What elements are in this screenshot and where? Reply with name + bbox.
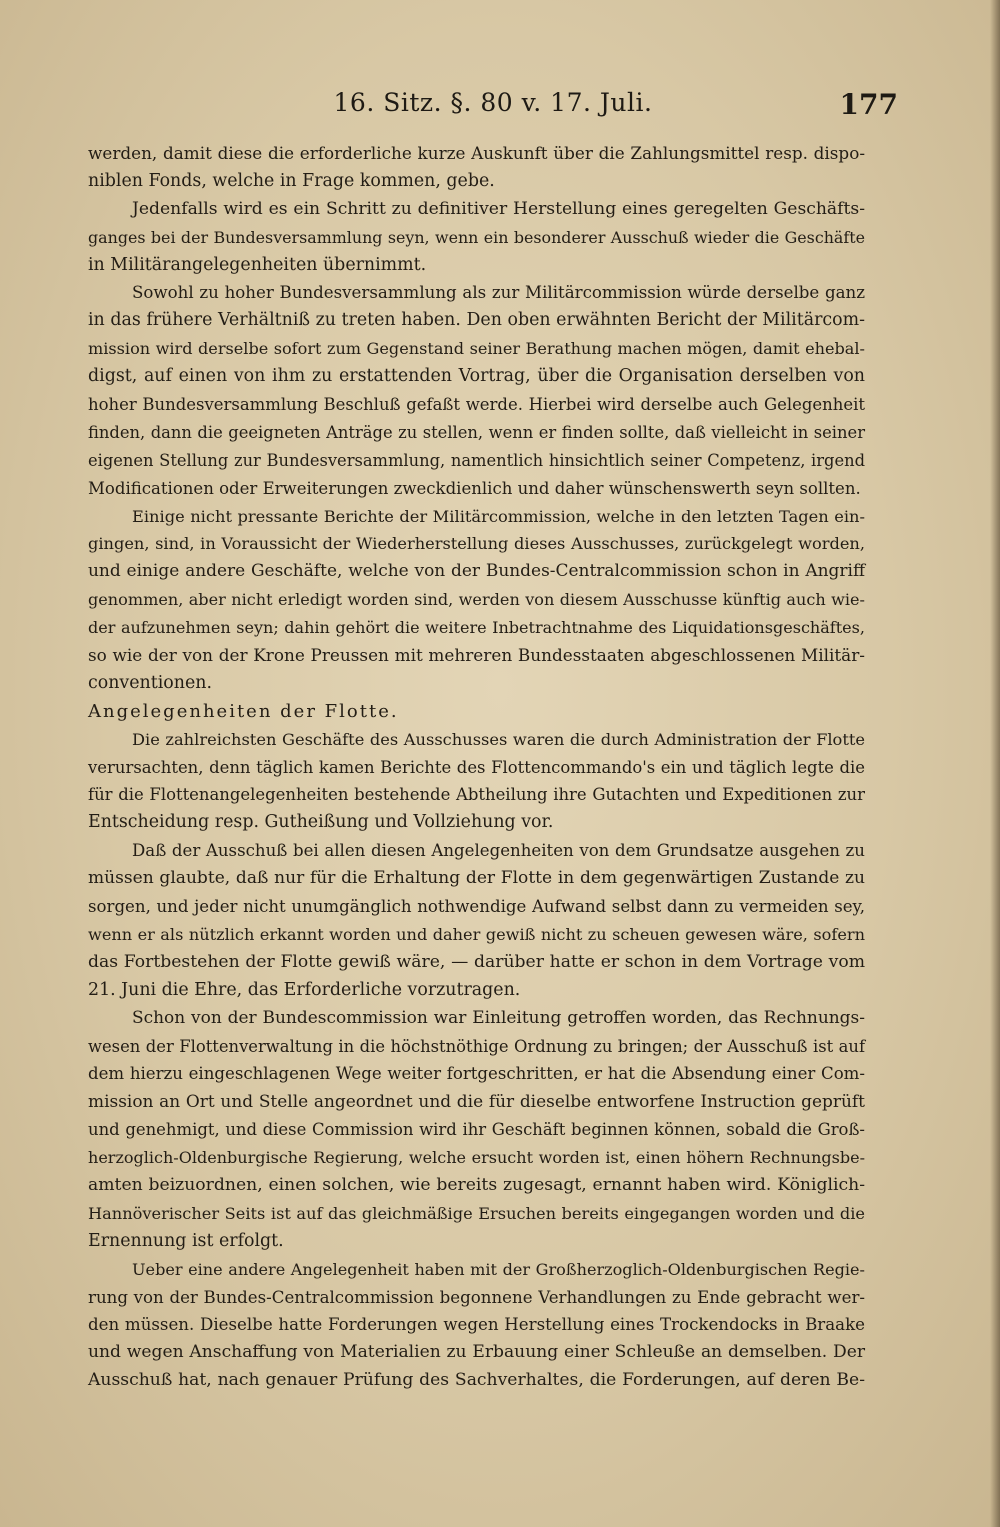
text-line: 21. Juni die Ehre, das Erforderliche vorzutragen. <box>88 979 521 1000</box>
text-line: dem hierzu eingeschlagenen Wege weiter fortgeschritten, er hat die Absendung einer Com- <box>88 1064 865 1084</box>
text-line: genommen, aber nicht erledigt worden sind, werden von diesem Ausschusse künftig auch wie- <box>88 590 865 610</box>
text-line: Die zahlreichsten Geschäfte des Ausschusses waren die durch Administration der Flotte <box>132 729 865 749</box>
text-line: Schon von der Bundescommission war Einleitung getroffen worden, das Rechnungs- <box>132 1007 865 1028</box>
text-line: rung von der Bundes-Centralcommission begonnene Verhandlungen zu Ende gebracht wer- <box>88 1287 865 1307</box>
text-line: müssen glaubte, daß nur für die Erhaltung der Flotte in dem gegenwärtigen Zustande zu <box>88 868 865 889</box>
text-line: Ueber eine andere Angelegenheit haben mit der Großherzoglich-Oldenburgischen Regie- <box>132 1259 865 1279</box>
text-line: wenn er als nützlich erkannt worden und daher gewiß nicht zu scheuen gewesen wäre, sofern <box>88 924 865 944</box>
section-heading: Angelegenheiten der Flotte. <box>88 700 399 722</box>
page-header <box>88 88 898 124</box>
text-line: Daß der Ausschuß bei allen diesen Angelegenheiten von dem Grundsatze ausgehen zu <box>132 841 865 861</box>
text-line: digst, auf einen von ihm zu erstattenden Vortrag, über die Organisation derselben von <box>88 366 865 387</box>
text-line: Modificationen oder Erweiterungen zweckdienlich und daher wünschenswerth seyn sollten. <box>88 478 861 498</box>
text-line: das Fortbestehen der Flotte gewiß wäre, — darüber hatte er schon in dem Vortrage vom <box>88 951 865 972</box>
running-head: 16. Sitz. §. 80 v. 17. Juli. <box>333 88 653 117</box>
text-line: ganges bei der Bundesversammlung seyn, wenn ein besonderer Ausschuß wieder die Geschäfte <box>88 227 865 247</box>
text-line: hoher Bundesversammlung Beschluß gefaßt werde. Hierbei wird derselbe auch Gelegenheit <box>88 395 865 415</box>
text-line: der aufzunehmen seyn; dahin gehört die weitere Inbetrachtnahme des Liquidationsgeschäftes, <box>88 618 865 638</box>
text-line: und einige andere Geschäfte, welche von der Bundes-Centralcommission schon in Angriff <box>88 561 865 582</box>
text-line: verursachten, denn täglich kamen Berichte des Flottencommando's ein und täglich legte die <box>88 757 865 777</box>
text-line: Jedenfalls wird es ein Schritt zu definitiver Herstellung eines geregelten Geschäfts- <box>132 198 865 219</box>
text-line: eigenen Stellung zur Bundesversammlung, namentlich hinsichtlich seiner Competenz, irgend <box>88 450 865 470</box>
text-line: wesen der Flottenverwaltung in die höchstnöthige Ordnung zu bringen; der Ausschuß ist auf <box>88 1036 865 1056</box>
text-line: Sowohl zu hoher Bundesversammlung als zur Militärcommission würde derselbe ganz <box>132 283 865 303</box>
text-line: amten beizuordnen, einen solchen, wie bereits zugesagt, ernannt haben wird. Königlich- <box>88 1174 865 1195</box>
page-number: 177 <box>839 88 898 121</box>
text-line: den müssen. Dieselbe hatte Forderungen wegen Herstellung eines Trockendocks in Braake <box>88 1315 865 1335</box>
text-line: werden, damit diese die erforderliche kurze Auskunft über die Zahlungsmittel resp. dispo- <box>88 143 865 163</box>
text-line: gingen, sind, in Voraussicht der Wiederherstellung dieses Ausschusses, zurückgelegt worden, <box>88 534 865 554</box>
text-line: mission wird derselbe sofort zum Gegenstand seiner Berathung machen mögen, damit ehebal- <box>88 339 865 359</box>
page-edge-shadow <box>990 0 1000 1527</box>
text-line: mission an Ort und Stelle angeordnet und die für dieselbe entworfene Instruction geprüft <box>88 1091 865 1112</box>
text-line: herzoglich-Oldenburgische Regierung, welche ersucht worden ist, einen höhern Rechnungsbe- <box>88 1148 865 1168</box>
text-line: für die Flottenangelegenheiten bestehende Abtheilung ihre Gutachten und Expeditionen zur <box>88 785 865 805</box>
text-line: Ausschuß hat, nach genauer Prüfung des Sachverhaltes, die Forderungen, auf deren Be- <box>88 1370 865 1391</box>
text-line: und genehmigt, und diese Commission wird ihr Geschäft beginnen können, sobald die Groß- <box>88 1120 865 1140</box>
text-line: in das frühere Verhältniß zu treten haben. Den oben erwähnten Bericht der Militärcom- <box>88 310 865 331</box>
text-line: Ernennung ist erfolgt. <box>88 1230 284 1251</box>
text-line: Einige nicht pressante Berichte der Militärcommission, welche in den letzten Tagen ein- <box>132 506 865 526</box>
text-line: so wie der von der Krone Preussen mit mehreren Bundesstaaten abgeschlossenen Militär- <box>88 645 865 666</box>
body-text <box>88 140 865 1395</box>
text-line: Hannöverischer Seits ist auf das gleichmäßige Ersuchen bereits eingegangen worden und die <box>88 1203 865 1223</box>
text-line: finden, dann die geeigneten Anträge zu stellen, wenn er finden sollte, daß vielleicht in seiner <box>88 422 865 442</box>
text-line: sorgen, und jeder nicht unumgänglich nothwendige Aufwand selbst dann zu vermeiden sey, <box>88 897 865 917</box>
text-line: Entscheidung resp. Gutheißung und Vollziehung vor. <box>88 812 554 833</box>
text-line: in Militärangelegenheiten übernimmt. <box>88 254 427 275</box>
text-line: und wegen Anschaffung von Materialien zu Erbauung einer Schleuße an demselben. Der <box>88 1342 865 1363</box>
text-line: niblen Fonds, welche in Frage kommen, gebe. <box>88 170 495 191</box>
text-line: conventionen. <box>88 672 212 693</box>
